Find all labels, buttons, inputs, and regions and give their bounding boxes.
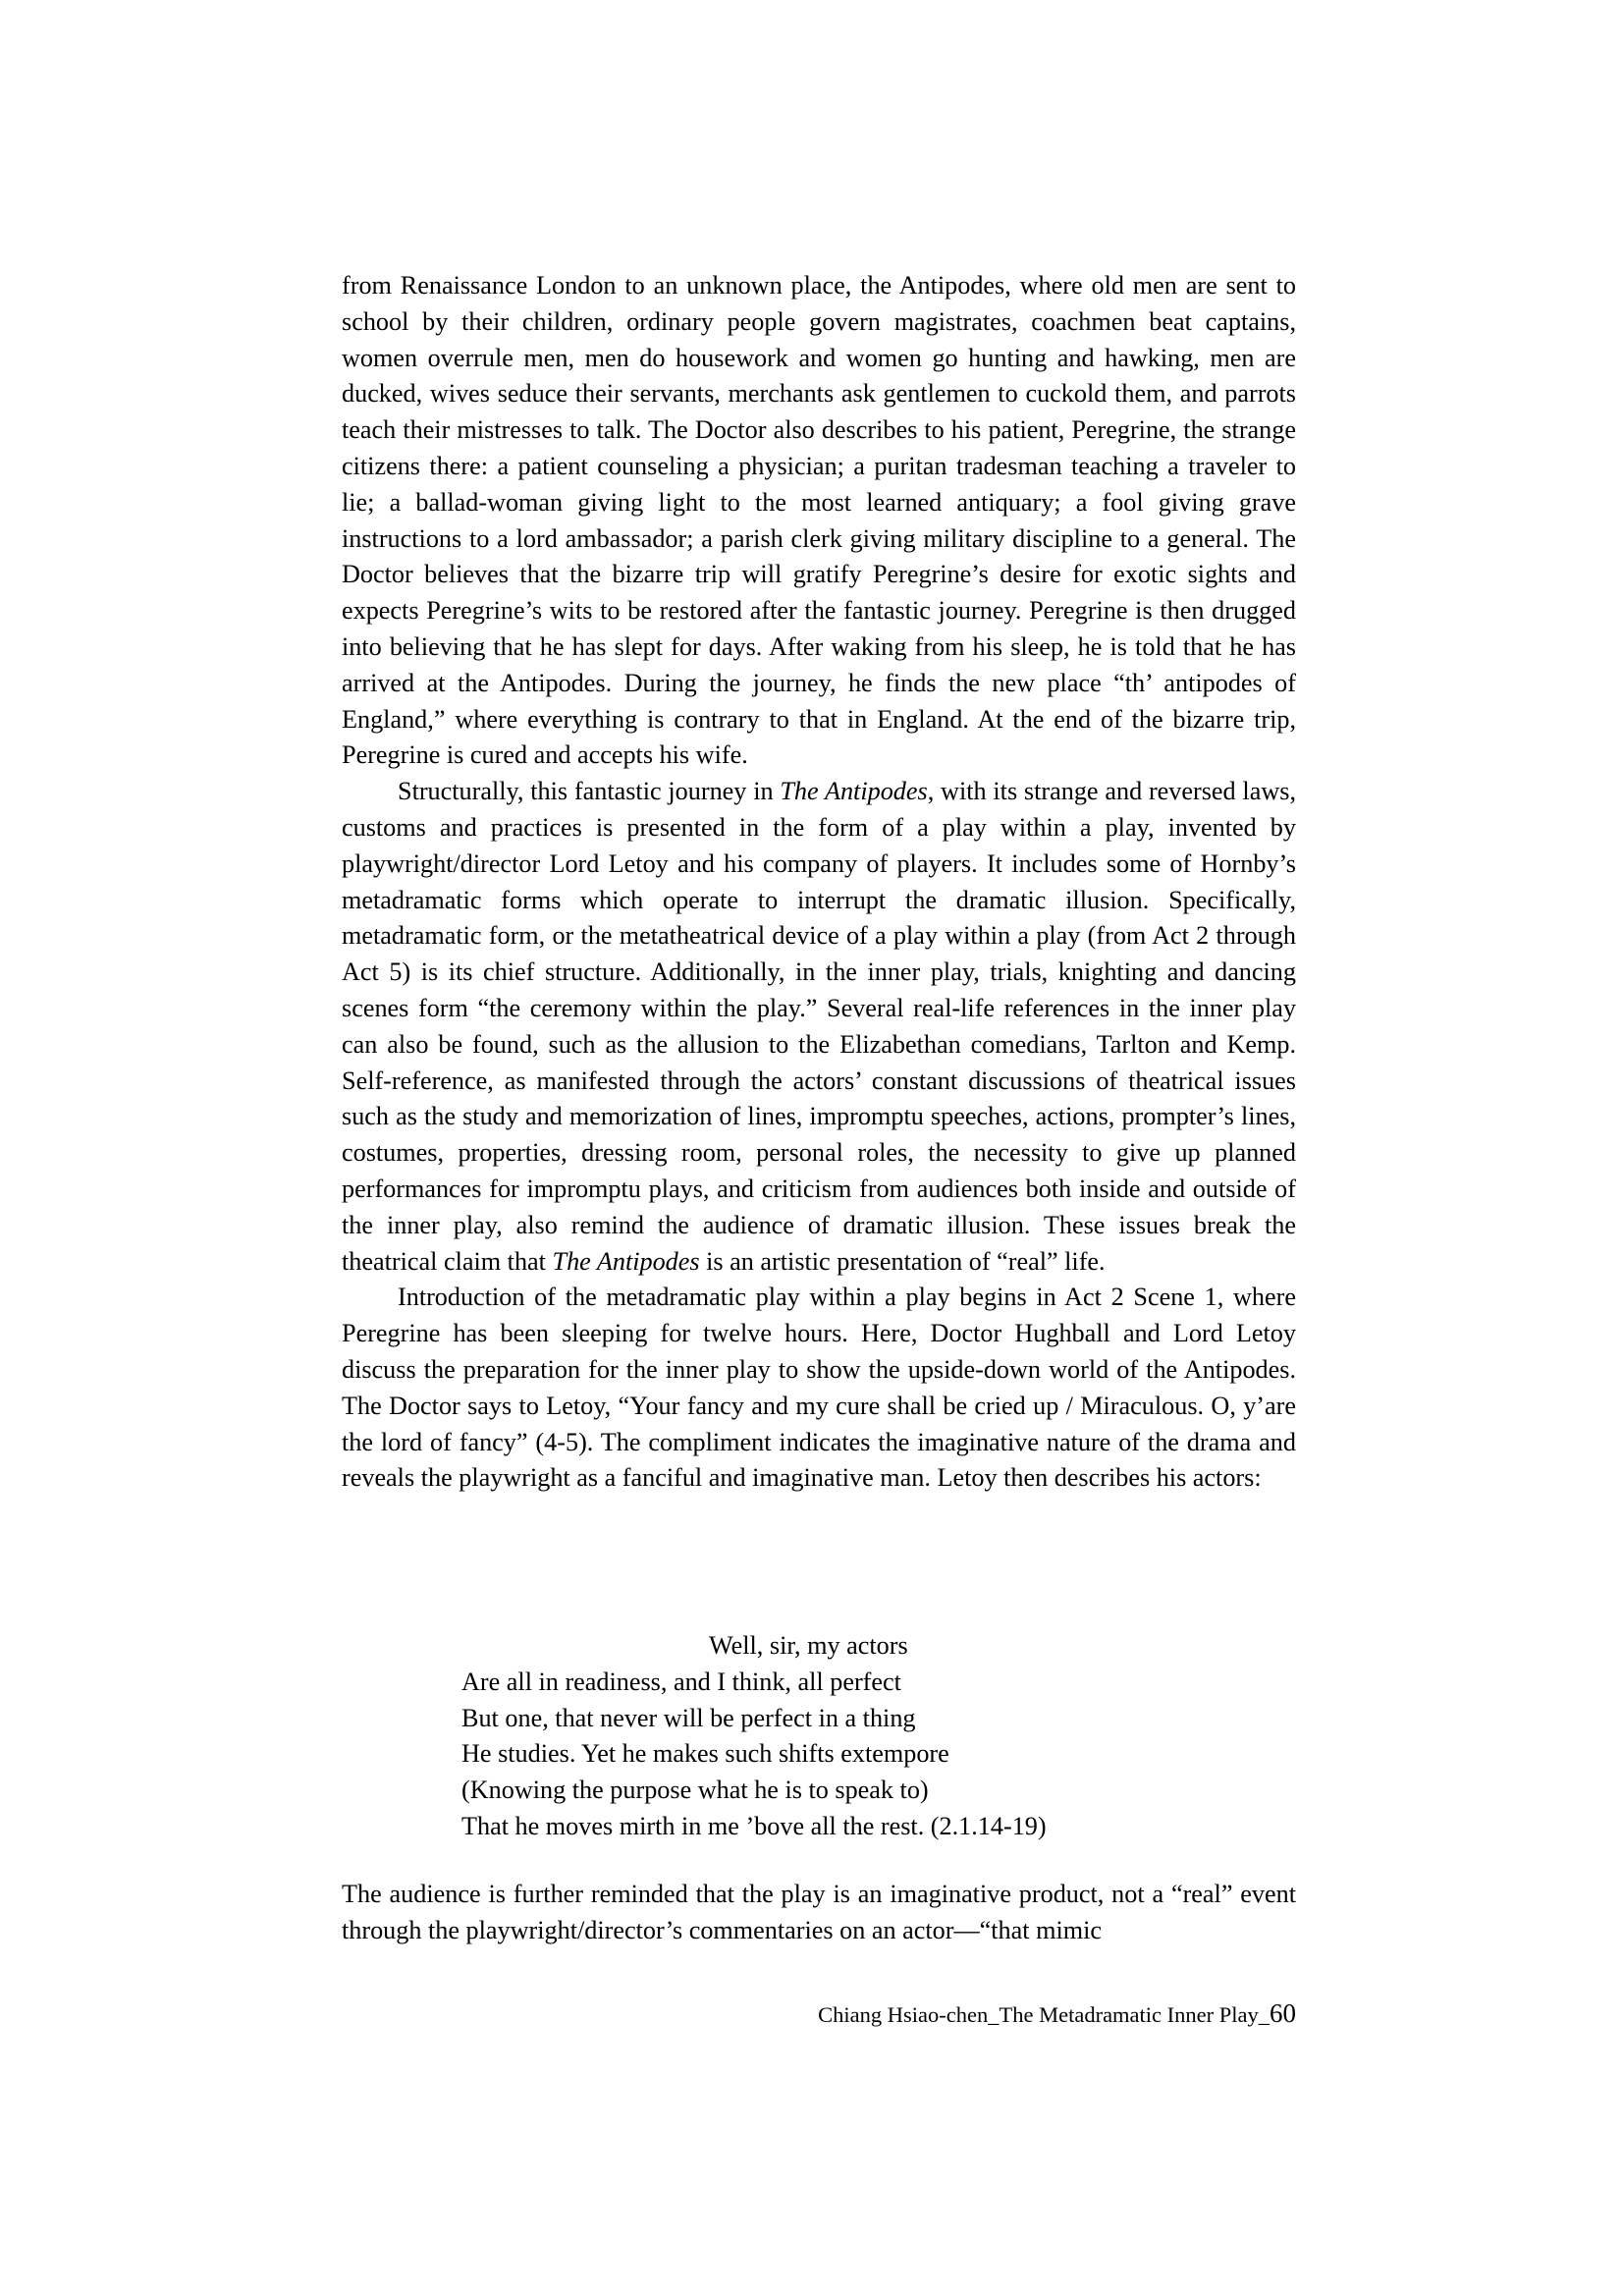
page-footer bbox=[818, 1999, 1296, 2029]
body-paragraph bbox=[342, 268, 1296, 774]
closing-paragraph: The audience is further reminded that the play is an imaginative product, not a “real” event through the playwright/director’s commentaries on an actor—“that mimic bbox=[342, 1880, 1296, 1944]
text-segment: from Renaissance London to an unknown place, the Antipodes, where old men are sent to school by their children, ordinary people govern magistrates, coachmen beat captains, women overrule men, men do housework and women go hunting and hawking, men are ducked, wives seduce their servants, merchants ask gentlemen to cuckold them, and parrots teach their mistresses to talk. The Doctor also describes to his patient, Peregrine, the strange citizens there: a patient counseling a physician; a puritan tradesman teaching a traveler to lie; a ballad-woman giving light to the most learned antiquary; a fool giving grave instructions to a lord ambassador; a parish clerk giving military discipline to a general. The Doctor believes that the bizarre trip will gratify Peregrine’s desire for exotic sights and expects Peregrine’s wits to be restored after the fantastic journey. Peregrine is then drugged into believing that he has slept for days. After waking from his sleep, he is told that he has arrived at the Antipodes. During the journey, he finds the new place “th’ antipodes of England,” where everything is contrary to that in England. At the end of the bizarre trip, Peregrine is cured and accepts his wife. bbox=[342, 271, 1296, 770]
text-segment: is an artistic presentation of “real” life. bbox=[699, 1246, 1106, 1276]
quote-line: He studies. Yet he makes such shifts extempore bbox=[461, 1739, 949, 1769]
body-paragraph bbox=[342, 774, 1296, 1280]
closing-paragraph-container bbox=[342, 1877, 1296, 1949]
quote-line: But one, that never will be perfect in a thing bbox=[461, 1703, 916, 1732]
body-text bbox=[342, 268, 1296, 1497]
block-quote bbox=[461, 1628, 1208, 1845]
page-number: 60 bbox=[1270, 1998, 1296, 2028]
italic-title: The Antipodes bbox=[552, 1246, 700, 1276]
body-paragraph bbox=[342, 1280, 1296, 1497]
text-segment: , with its strange and reversed laws, customs and practices is presented in the form of a play within a play, invented by playwright/director Lord Letoy and his company of players. It includes some of Hornby’s metadramatic forms which operate to interrupt the dramatic illusion. Specifically, metadramatic form, or the metatheatrical device of a play within a play (from Act 2 through Act 5) is its chief structure. Additionally, in the inner play, trials, knighting and dancing scenes form “the ceremony within the play.” Several real-life references in the inner play can also be found, such as the allusion to the Elizabethan comedians, Tarlton and Kemp. Self-reference, as manifested through the actors’ constant discussions of theatrical issues such as the study and memorization of lines, impromptu speeches, actions, prompter’s lines, costumes, properties, dressing room, personal roles, the necessity to give up planned performances for impromptu plays, and criticism from audiences both inside and outside of the inner play, also remind the audience of dramatic illusion. These issues break the theatrical claim that bbox=[342, 777, 1296, 1276]
quote-line: That he moves mirth in me ’bove all the rest. (2.1.14-19) bbox=[461, 1811, 1047, 1840]
italic-title: The Antipodes bbox=[780, 777, 928, 806]
running-title: Chiang Hsiao-chen_The Metadramatic Inner Play_ bbox=[818, 2002, 1270, 2027]
text-segment: Introduction of the metadramatic play within a play begins in Act 2 Scene 1, where Peregrine has been sleeping for twelve hours. Here, Doctor Hughball and Lord Letoy discuss the preparation for the inner play to show the upside-down world of the Antipodes. The Doctor says to Letoy, “Your fancy and my cure shall be cried up / Miraculous. O, y’are the lord of fancy” (4-5). The compliment indicates the imaginative nature of the drama and reveals the playwright as a fanciful and imaginative man. Letoy then describes his actors: bbox=[342, 1283, 1296, 1493]
quote-line: (Knowing the purpose what he is to speak to) bbox=[461, 1776, 929, 1805]
quote-line: Are all in readiness, and I think, all perfect bbox=[461, 1667, 901, 1696]
text-segment: Structurally, this fantastic journey in bbox=[398, 777, 781, 806]
quote-line: Well, sir, my actors bbox=[709, 1631, 908, 1660]
